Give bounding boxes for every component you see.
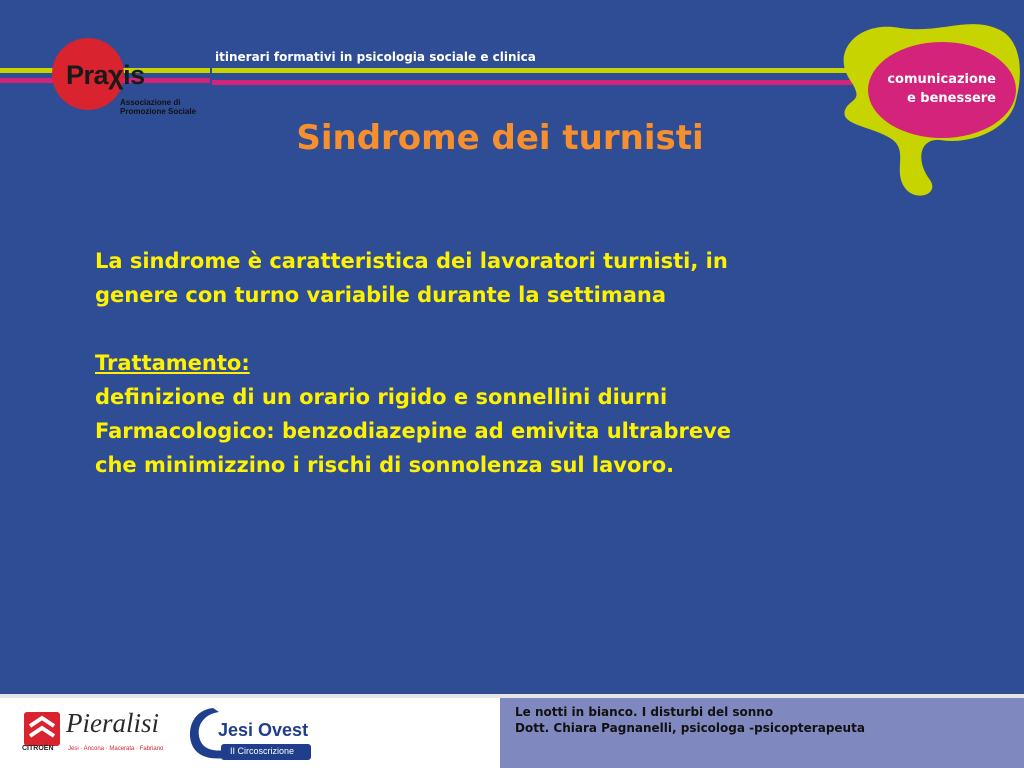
- jesi-ovest-subtitle: II Circoscrizione: [230, 746, 295, 756]
- pieralisi-subtitle: Jesi · Ancona · Macerata · Fabriano: [68, 746, 164, 752]
- logo-name: Praχis: [66, 60, 145, 90]
- header-stripe-green-right: [212, 68, 852, 73]
- header-stripe-pink-right: [212, 80, 852, 85]
- treatment-line-2: Farmacologico: benzodiazepine ad emivita ultrabreve: [95, 419, 732, 443]
- brand-line2: e benessere: [906, 91, 996, 106]
- slide-body: [95, 244, 895, 482]
- logo-subtitle-line2: Promozione Sociale: [120, 107, 197, 116]
- body-spacer: [95, 312, 895, 346]
- citroen-label: CITROËN: [22, 745, 54, 752]
- brand-line1: comunicazione: [887, 72, 996, 87]
- footer-note-line2: Dott. Chiara Pagnanelli, psicologa -psicopterapeuta: [515, 721, 865, 735]
- brand-text: [887, 70, 996, 108]
- treatment-line-1: definizione di un orario rigido e sonnellini diurni: [95, 385, 668, 409]
- footer-sponsors: [0, 698, 500, 768]
- treatment-line-3: che minimizzino i rischi di sonnolenza sul lavoro.: [95, 453, 675, 477]
- pieralisi-logo: Pieralisi: [66, 708, 159, 738]
- footer-note: [515, 704, 865, 736]
- treatment-heading: Trattamento:: [95, 351, 250, 375]
- jesi-ovest-logo: Jesi Ovest: [218, 720, 309, 740]
- header-tagline: itinerari formativi in psicologia sociale e clinica: [215, 50, 536, 64]
- slide-title: Sindrome dei turnisti: [296, 118, 704, 158]
- footer-note-line1: Le notti in bianco. I disturbi del sonno: [515, 705, 774, 719]
- citroen-chevron-icon: [24, 712, 60, 746]
- footer: [0, 698, 1024, 768]
- logo-subtitle: [120, 98, 220, 116]
- logo-subtitle-line1: Associazione di: [120, 98, 181, 107]
- intro-line-2: genere con turno variabile durante la settimana: [95, 283, 667, 307]
- intro-line-1: La sindrome è caratteristica dei lavoratori turnisti, in: [95, 249, 728, 273]
